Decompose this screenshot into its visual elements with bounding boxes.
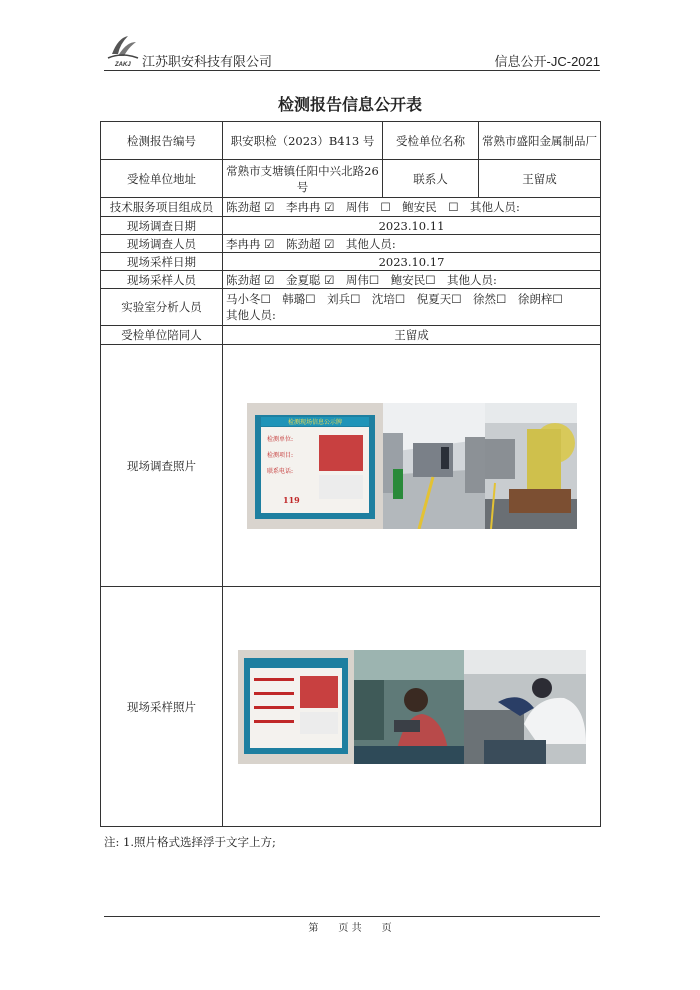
sign-number: 119 [282, 494, 300, 505]
address: 常熟市支塘镇任阳中兴北路26 号 [223, 160, 383, 198]
lab-label: 实验室分析人员 [101, 289, 223, 326]
info-board-photo [247, 403, 383, 529]
survey-date: 2023.10.11 [223, 217, 601, 235]
table-row [101, 198, 601, 217]
survey-photos [223, 345, 601, 587]
survey-date-label: 现场调查日期 [101, 217, 223, 235]
sampling-staff: 陈劲超 ☑ 金夏聪 ☑ 周伟☐ 鲍安民☐ 其他人员: [223, 271, 601, 289]
sign-line: 联系电话: [266, 467, 293, 475]
svg-text:ZAKJ: ZAKJ [115, 62, 131, 68]
sampling-date: 2023.10.17 [223, 253, 601, 271]
info-board-photo [238, 650, 354, 764]
escort: 王留成 [223, 326, 601, 345]
lab-staff [223, 289, 601, 326]
sampling-staff-label: 现场采样人员 [101, 271, 223, 289]
page-header [104, 30, 600, 71]
table-row [101, 326, 601, 345]
table-row [101, 345, 601, 587]
sampling-worker-photo [354, 650, 464, 764]
lab-staff-line: 马小冬☐ 韩璐☐ 刘兵☐ 沈培☐ 倪夏天☐ 徐然☐ 徐朗梓☐ [226, 292, 563, 306]
survey-staff: 李冉冉 ☑ 陈劲超 ☑ 其他人员: [223, 235, 601, 253]
document-code: 信息公开-JC-2021 [494, 54, 600, 69]
company-logo [106, 32, 140, 68]
punch-press-photo [485, 403, 577, 529]
sampling-photos [223, 587, 601, 827]
sign-line: 检测单位: [266, 435, 293, 443]
contact: 王留成 [479, 160, 601, 198]
footnote: 注: 1.照片格式选择浮于文字上方; [104, 835, 276, 849]
team-label: 技术服务项目组成员 [101, 198, 223, 217]
report-no-label: 检测报告编号 [101, 122, 223, 160]
table-row [101, 160, 601, 198]
sampling-inspection-photo [464, 650, 586, 764]
table-row [101, 587, 601, 827]
table-row [101, 122, 601, 160]
sign-line: 检测项目: [266, 451, 293, 459]
company-name: 江苏职安科技有限公司 [142, 55, 273, 70]
survey-staff-label: 现场调查人员 [101, 235, 223, 253]
sampling-photo-label: 现场采样照片 [101, 587, 223, 827]
table-row [101, 217, 601, 235]
address-label: 受检单位地址 [101, 160, 223, 198]
page-title: 检测报告信息公开表 [277, 95, 422, 114]
lab-staff-other: 其他人员: [226, 308, 276, 322]
escort-label: 受检单位陪同人 [101, 326, 223, 345]
table-row [101, 235, 601, 253]
workshop-photo [383, 403, 485, 529]
info-table [100, 121, 601, 827]
footer-divider [104, 916, 600, 917]
table-row [101, 253, 601, 271]
survey-photo-label: 现场调查照片 [101, 345, 223, 587]
sampling-date-label: 现场采样日期 [101, 253, 223, 271]
contact-label: 联系人 [383, 160, 479, 198]
table-row [101, 289, 601, 326]
report-no: 职安职检（2023）B413 号 [223, 122, 383, 160]
unit-name: 常熟市盛阳金属制品厂 [479, 122, 601, 160]
page-number: 第 页 共 页 [308, 923, 392, 934]
sign-title: 检测现场信息公示牌 [287, 418, 342, 426]
unit-name-label: 受检单位名称 [383, 122, 479, 160]
team-members: 陈劲超 ☑ 李冉冉 ☑ 周伟 ☐ 鲍安民 ☐ 其他人员: [223, 198, 601, 217]
table-row [101, 271, 601, 289]
